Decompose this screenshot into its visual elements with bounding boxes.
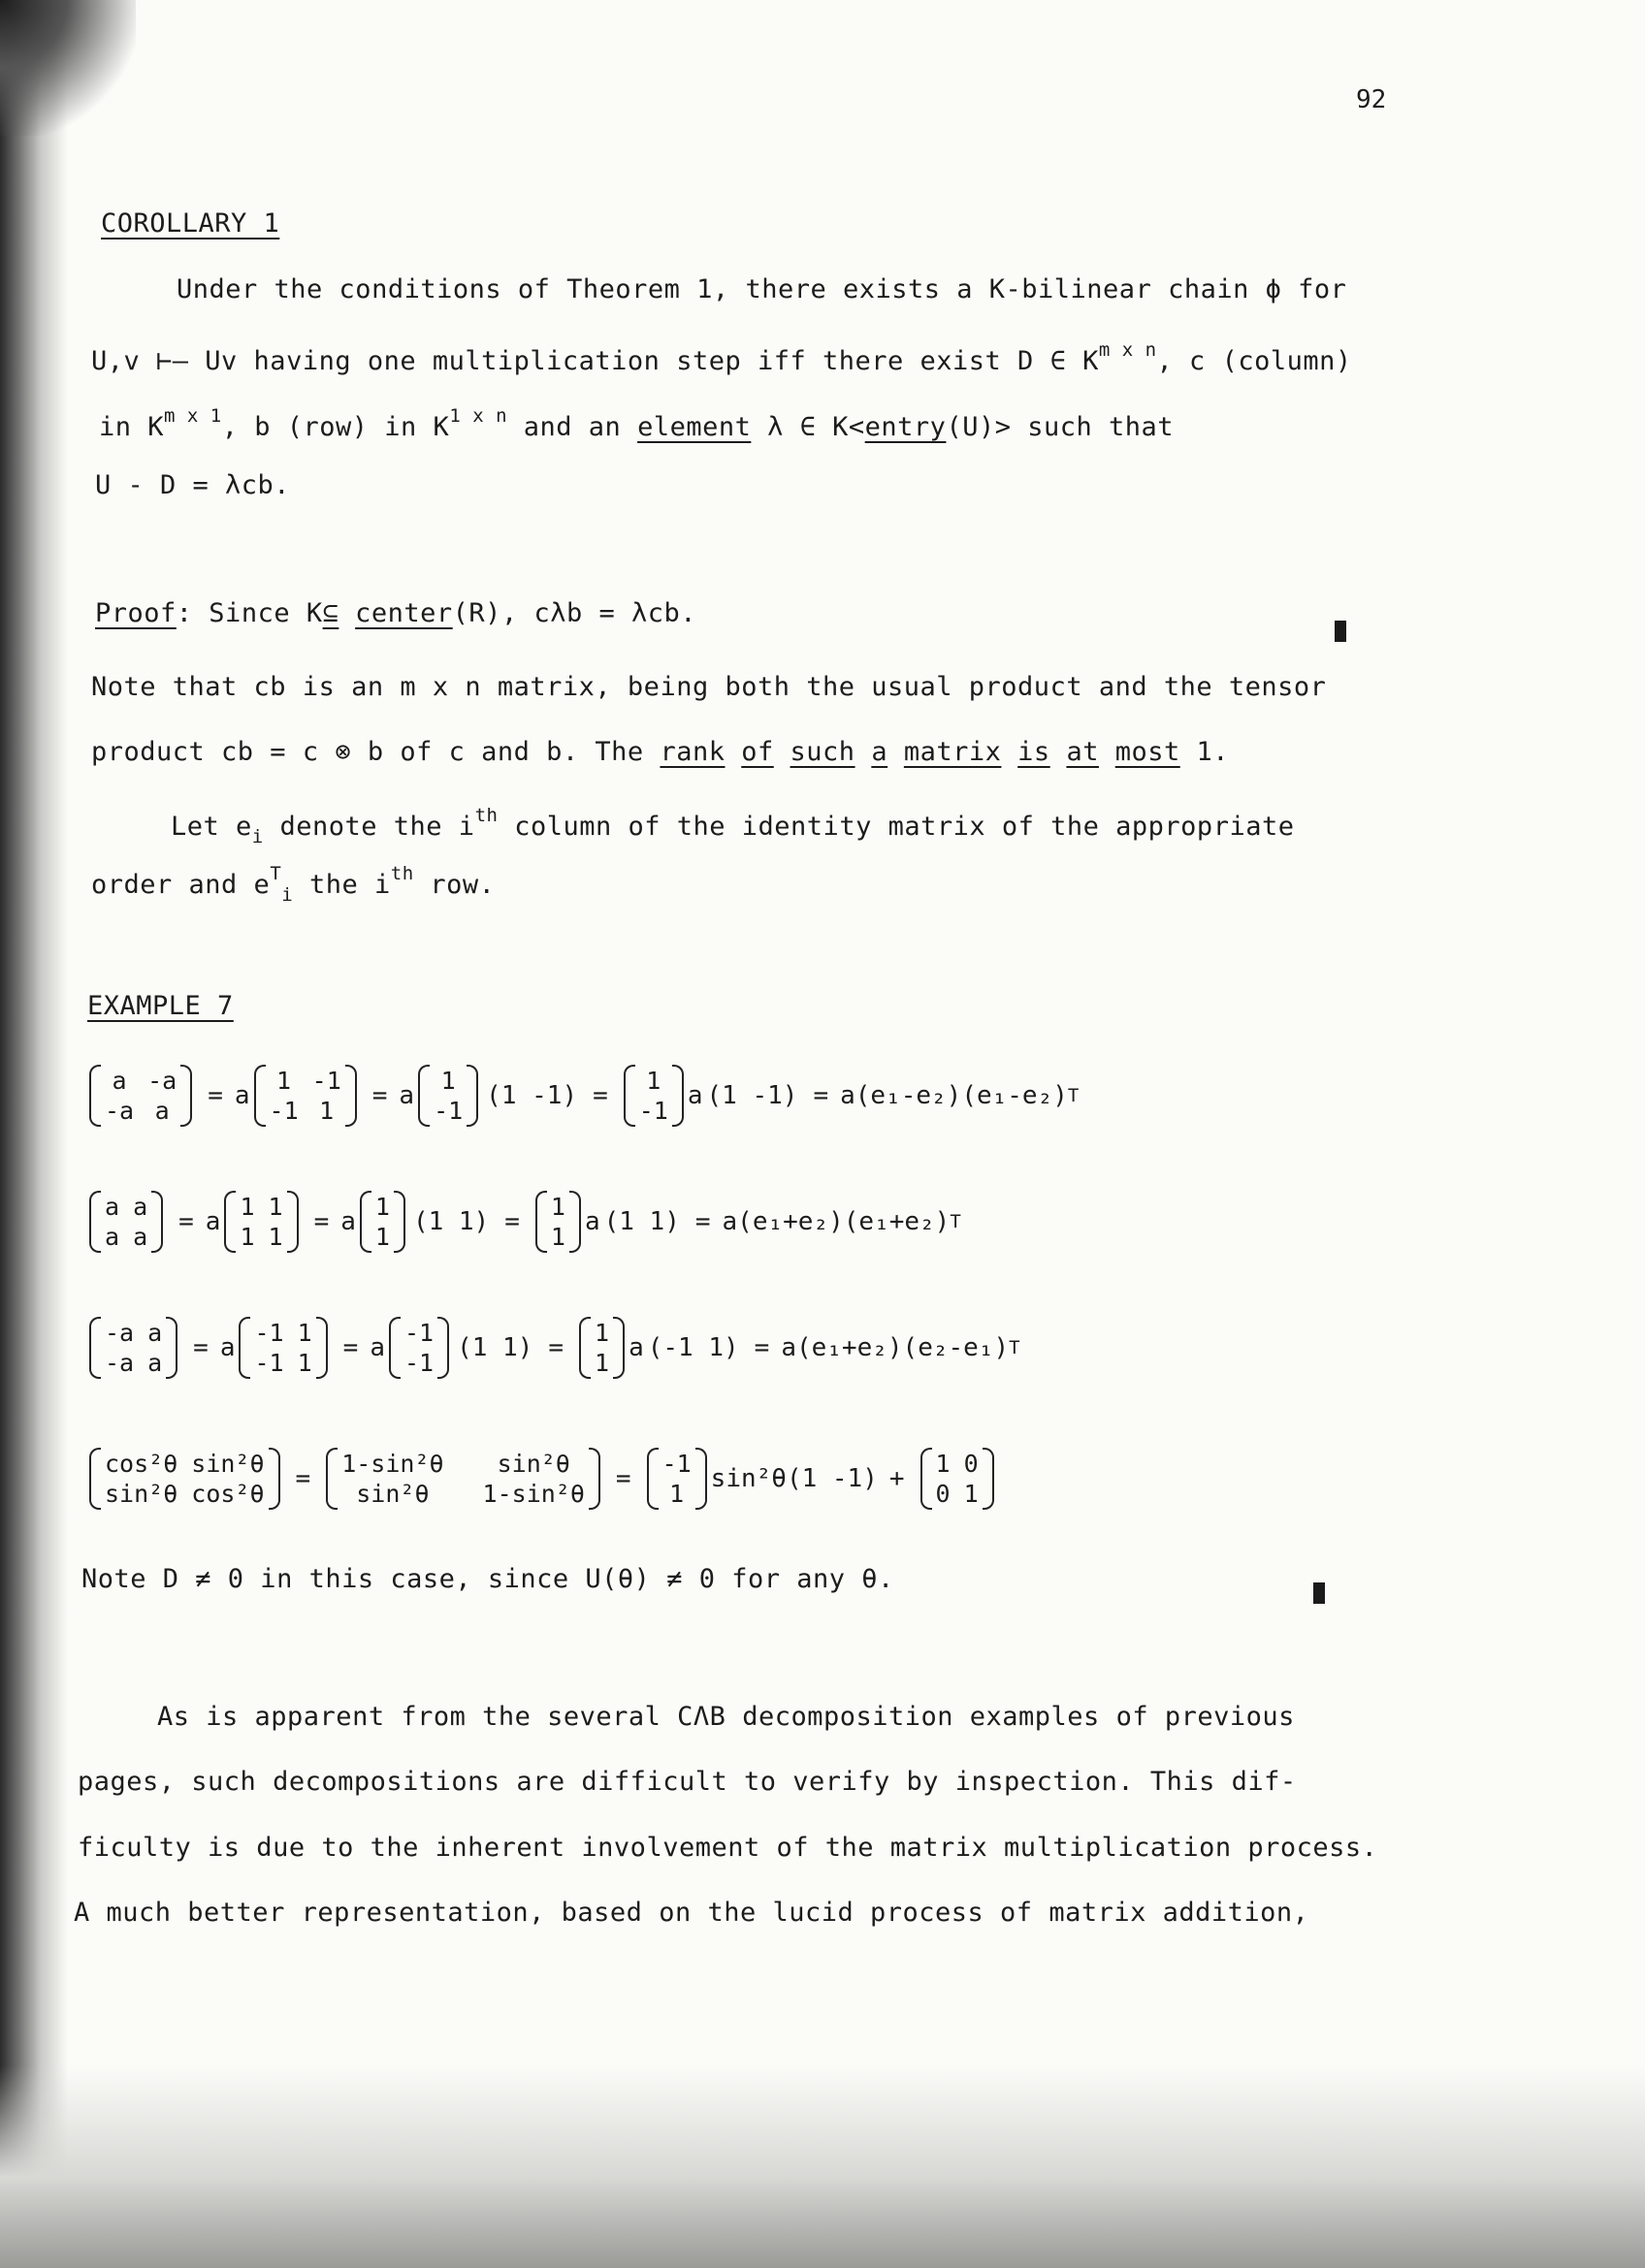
equals-sign: =	[593, 1081, 608, 1110]
corollary-line-3-d: λ ∈ K<	[751, 412, 865, 442]
paragraph-line-4: A much better representation, based on the lucid process of matrix addition,	[74, 1898, 1309, 1928]
left-bracket	[89, 1065, 101, 1127]
matrix-entry: a	[154, 1097, 170, 1125]
column-vector	[647, 1448, 707, 1510]
matrix-entry: 1	[374, 1193, 390, 1221]
matrix-entry: 1	[550, 1223, 565, 1251]
note-line-3: Note D ≠ 0 in this case, since U(θ) ≠ 0 for any θ.	[81, 1564, 894, 1594]
matrix-entry: -1	[403, 1349, 435, 1377]
let-line-2	[91, 863, 495, 906]
left-bracket	[89, 1317, 101, 1379]
matrix-entry: 1-sin²θ	[482, 1480, 585, 1508]
right-bracket	[467, 1065, 478, 1127]
transpose-superscript: T	[1067, 1085, 1080, 1106]
matrix-u	[89, 1191, 163, 1253]
identity-matrix	[920, 1448, 994, 1510]
equals-sign: =	[371, 1081, 388, 1110]
page-left-edge-shadow	[0, 0, 68, 2268]
basis-expression: a(e₁-e₂)(e₁-e₂)	[840, 1081, 1068, 1110]
row-vector: (1 1)	[412, 1207, 490, 1236]
matrix-u	[89, 1065, 192, 1127]
equals-sign: =	[615, 1464, 631, 1493]
row-vector: (-1 1)	[647, 1333, 739, 1362]
equals-sign: =	[694, 1207, 711, 1236]
page-corner-shadow	[0, 0, 136, 136]
matrix-entry: a	[133, 1223, 148, 1251]
right-bracket	[569, 1191, 581, 1253]
matrix-entry: 1	[297, 1349, 312, 1377]
matrix-entry: 0	[963, 1450, 979, 1478]
equals-sign: =	[548, 1333, 564, 1362]
matrix-entry: sin²θ	[191, 1450, 265, 1478]
equals-sign: =	[813, 1081, 829, 1110]
left-bracket	[535, 1191, 547, 1253]
proof-text-c: (R), cλb = λcb.	[452, 598, 697, 628]
right-bracket	[695, 1448, 707, 1510]
transpose-superscript: T	[950, 1211, 961, 1232]
let-text-b: denote the i	[263, 812, 475, 842]
left-bracket	[239, 1317, 250, 1379]
underlined-word: matrix	[903, 737, 1002, 767]
underlined-word: of	[741, 737, 774, 767]
equals-sign: =	[178, 1207, 194, 1236]
right-bracket	[316, 1317, 328, 1379]
corollary-line-2	[91, 339, 1352, 376]
corollary-line-4: U - D = λcb.	[95, 470, 291, 500]
sin-row-term: sin²θ(1 -1)	[710, 1464, 878, 1493]
matrix-m	[254, 1065, 357, 1127]
matrix-entry: 1	[440, 1067, 456, 1095]
underlined-word: such	[790, 737, 855, 767]
page-number: 92	[1356, 85, 1387, 114]
corollary-line-3-e: (U)> such that	[946, 412, 1175, 442]
example-equation-2	[85, 1168, 961, 1275]
matrix-entry: 0	[935, 1480, 951, 1508]
scalar-a: a	[370, 1333, 385, 1362]
let2-text-b: the i	[293, 870, 391, 900]
underlined-word: is	[1017, 737, 1050, 767]
matrix-entry: -a	[147, 1067, 177, 1095]
dim-superscript: 1 x n	[449, 405, 508, 427]
example-heading: EXAMPLE 7	[87, 991, 234, 1021]
underlined-word: a	[871, 737, 888, 767]
matrix-entry: 1	[276, 1067, 292, 1095]
let2-text-c: row.	[413, 870, 496, 900]
matrix-entry: 1	[268, 1193, 283, 1221]
matrix-entry: 1	[550, 1193, 565, 1221]
matrix-entry: a	[147, 1349, 163, 1377]
scalar-a: a	[234, 1081, 250, 1110]
left-bracket	[389, 1317, 401, 1379]
left-bracket	[579, 1317, 591, 1379]
column-vector	[360, 1191, 405, 1253]
note-line-2-text: product cb = c ⊗ b of c and b. The	[91, 737, 661, 767]
matrix-entry: 1	[646, 1067, 661, 1095]
note-line-2	[91, 737, 1229, 767]
matrix-entry: -1	[661, 1450, 692, 1478]
entry-term: entry	[864, 412, 947, 442]
matrix-entry: 1	[963, 1480, 979, 1508]
equals-sign: =	[504, 1207, 520, 1236]
matrix-entry: 1	[240, 1223, 255, 1251]
index-subscript: i	[281, 884, 294, 906]
page-bottom-shadow	[0, 2065, 1645, 2268]
dim-superscript: m x n	[1098, 339, 1157, 361]
scalar-a: a	[399, 1081, 415, 1110]
right-bracket	[589, 1448, 600, 1510]
example-equation-3	[85, 1294, 1020, 1401]
left-bracket	[254, 1065, 266, 1127]
left-bracket	[647, 1448, 659, 1510]
basis-expression: a(e₁+e₂)(e₁+e₂)	[722, 1207, 951, 1236]
subset-symbol: ⊆	[322, 598, 339, 628]
transpose-superscript: T	[270, 863, 282, 884]
corollary-line-3-text: in K	[99, 412, 165, 442]
matrix-u-theta	[89, 1448, 280, 1510]
column-vector	[579, 1317, 625, 1379]
matrix-entry: sin²θ	[356, 1480, 430, 1508]
dim-superscript: m x 1	[164, 405, 222, 427]
matrix-entry: 1	[297, 1319, 312, 1347]
right-bracket	[672, 1065, 684, 1127]
th-superscript: th	[474, 805, 499, 826]
left-bracket	[224, 1191, 236, 1253]
scalar-a: a	[584, 1207, 600, 1236]
paragraph-line-3: ficulty is due to the inherent involvement of the matrix multiplication process.	[78, 1833, 1378, 1863]
equals-sign: =	[208, 1081, 223, 1110]
paragraph-line-2: pages, such decompositions are difficult to verify by inspection. This dif-	[78, 1767, 1297, 1797]
scalar-a: a	[205, 1207, 221, 1236]
plus-sign: +	[888, 1464, 905, 1493]
left-bracket	[89, 1448, 101, 1510]
right-bracket	[983, 1448, 994, 1510]
matrix-entry: cos²θ	[105, 1450, 178, 1478]
corollary-line-2-text: U,v ⊢— Uv having one multiplication step iff there exist D ∈ K	[91, 346, 1099, 376]
row-vector: (1 -1)	[706, 1081, 798, 1110]
left-bracket	[624, 1065, 635, 1127]
equals-sign: =	[342, 1333, 359, 1362]
column-vector	[624, 1065, 684, 1127]
matrix-entry: 1	[240, 1193, 255, 1221]
column-vector	[418, 1065, 478, 1127]
row-vector: (1 -1)	[486, 1081, 578, 1110]
qed-mark	[1313, 1582, 1325, 1604]
element-term: element	[637, 412, 752, 442]
matrix-entry: -1	[254, 1319, 284, 1347]
matrix-u	[89, 1317, 177, 1379]
left-bracket	[326, 1448, 338, 1510]
matrix-entry: -1	[403, 1319, 435, 1347]
scalar-a: a	[219, 1333, 236, 1362]
corollary-line-3-c: and an	[507, 412, 638, 442]
right-bracket	[437, 1317, 449, 1379]
matrix-entry: -a	[105, 1319, 135, 1347]
proof-line	[95, 598, 696, 628]
matrix-entry: a	[105, 1193, 120, 1221]
matrix-entry: cos²θ	[191, 1480, 265, 1508]
left-bracket	[360, 1191, 371, 1253]
row-vector: (1 1)	[603, 1207, 680, 1236]
qed-mark	[1335, 621, 1346, 642]
left-bracket	[89, 1191, 101, 1253]
right-bracket	[394, 1191, 405, 1253]
matrix-v-theta	[326, 1448, 600, 1510]
proof-colon: :	[176, 598, 193, 628]
matrix-entry: 1	[669, 1480, 685, 1508]
matrix-entry: 1	[595, 1349, 610, 1377]
column-vector	[389, 1317, 449, 1379]
note-line-2-tail: 1.	[1179, 737, 1230, 767]
matrix-entry: a	[105, 1223, 120, 1251]
right-bracket	[613, 1317, 625, 1379]
let-text: Let e	[171, 812, 252, 842]
row-vector: (1 1)	[457, 1333, 533, 1362]
let2-text: order and e	[91, 870, 271, 900]
matrix-entry: a	[133, 1193, 148, 1221]
th-superscript: th	[390, 863, 414, 884]
matrix-entry: 1	[374, 1223, 390, 1251]
matrix-entry: 1	[935, 1450, 951, 1478]
right-bracket	[151, 1191, 163, 1253]
right-bracket	[287, 1191, 299, 1253]
right-bracket	[269, 1448, 280, 1510]
note-line-1: Note that cb is an m x n matrix, being both the usual product and the tensor	[91, 672, 1327, 702]
example-equation-4	[85, 1425, 998, 1532]
underlined-word: rank	[660, 737, 726, 767]
right-bracket	[166, 1317, 177, 1379]
matrix-entry: -1	[269, 1097, 299, 1125]
column-vector	[535, 1191, 581, 1253]
paragraph-line-1: As is apparent from the several CΛB decomposition examples of previous	[157, 1702, 1295, 1732]
left-bracket	[920, 1448, 932, 1510]
scalar-a: a	[340, 1207, 356, 1236]
equals-sign: =	[193, 1333, 209, 1362]
left-bracket	[418, 1065, 430, 1127]
corollary-line-2-tail: , c (column)	[1156, 346, 1352, 376]
corollary-line-1: Under the conditions of Theorem 1, there exists a K-bilinear chain ϕ for	[177, 274, 1347, 304]
equals-sign: =	[295, 1464, 311, 1493]
let-line-1	[171, 805, 1294, 847]
scalar-a: a	[687, 1081, 703, 1110]
matrix-entry: 1-sin²θ	[341, 1450, 444, 1478]
example-equation-1	[85, 1042, 1079, 1149]
proof-label: Proof	[95, 598, 177, 628]
matrix-entry: sin²θ	[105, 1480, 178, 1508]
matrix-m	[239, 1317, 327, 1379]
equals-sign: =	[313, 1207, 330, 1236]
matrix-entry: -1	[254, 1349, 284, 1377]
index-subscript: i	[251, 826, 264, 847]
center-term: center	[355, 598, 453, 628]
matrix-entry: -1	[638, 1097, 668, 1125]
matrix-entry: -a	[105, 1349, 135, 1377]
corollary-heading: COROLLARY 1	[101, 208, 280, 239]
right-bracket	[345, 1065, 357, 1127]
matrix-entry: a	[147, 1319, 163, 1347]
matrix-m	[224, 1191, 298, 1253]
matrix-entry: -1	[311, 1067, 341, 1095]
corollary-line-3-b: , b (row) in K	[221, 412, 450, 442]
basis-expression: a(e₁+e₂)(e₂-e₁)	[781, 1333, 1010, 1362]
underlined-word: at	[1066, 737, 1099, 767]
matrix-entry: -a	[105, 1097, 135, 1125]
matrix-entry: -1	[434, 1097, 464, 1125]
matrix-entry: sin²θ	[497, 1450, 570, 1478]
corollary-line-3	[99, 405, 1174, 442]
scalar-a: a	[629, 1333, 644, 1362]
proof-text-b	[339, 598, 355, 628]
transpose-superscript: T	[1009, 1337, 1020, 1358]
matrix-entry: 1	[319, 1097, 335, 1125]
underlined-word: most	[1114, 737, 1180, 767]
proof-text-a: Since K	[192, 598, 323, 628]
matrix-entry: 1	[595, 1319, 610, 1347]
matrix-entry: 1	[268, 1223, 283, 1251]
matrix-entry: a	[112, 1067, 127, 1095]
equals-sign: =	[754, 1333, 770, 1362]
right-bracket	[180, 1065, 192, 1127]
let-text-c: column of the identity matrix of the appropriate	[498, 812, 1295, 842]
